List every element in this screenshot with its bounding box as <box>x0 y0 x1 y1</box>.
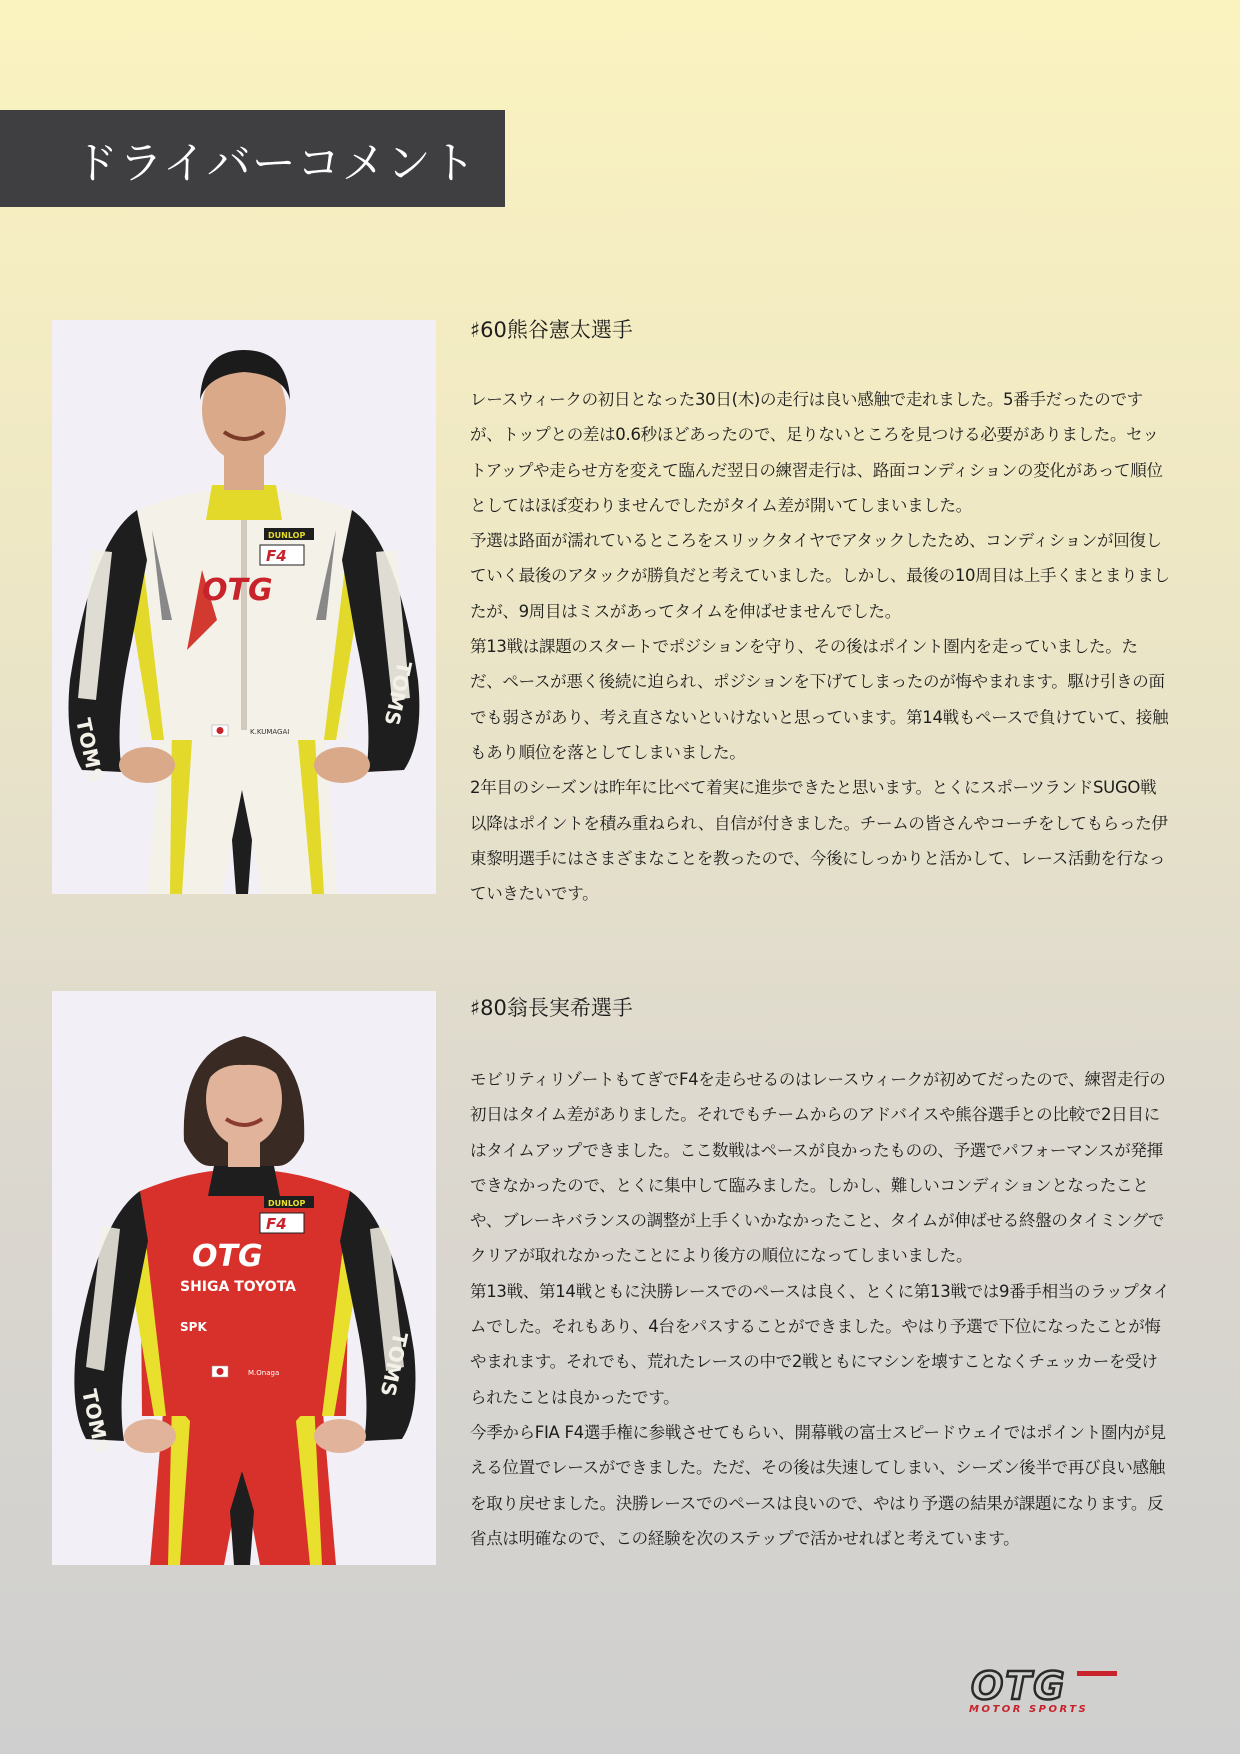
logo-main-text: OTG <box>971 1665 1067 1708</box>
driver-photo-kumagai <box>52 320 436 894</box>
logo-sub-text: MOTOR SPORTS <box>969 1704 1089 1715</box>
driver-photo-onaga <box>52 991 436 1565</box>
otg-logo <box>965 1665 1127 1715</box>
suit-sleeve-text-right: TOMS <box>379 658 417 728</box>
comment-paragraph: 今季からFIA F4選手権に参戦させてもらい、開幕戦の富士スピードウェイではポイント圏内が見える位置でレースができました。ただ、その後は失速してしまい、シーズン後半で再び良い感触を取り戻せました。決勝レースでのペースは良いので、やはり予選の結果が課題になります。反省点は明確なので、この経験を次のステップで活かせればと考えています。 <box>470 1422 1166 1548</box>
comment-paragraph: 第13戦、第14戦ともに決勝レースでのペースは良く、とくに第13戦では9番手相当のラップタイムでした。それもあり、4台をパスすることができました。やはり予選で下位になったことが悔やまれます。それでも、荒れたレースの中で2戦ともにマシンを壊すことなくチェッカーを受けられたことは良かったです。 <box>470 1281 1170 1407</box>
suit-logo-text: OTG <box>192 1239 263 1274</box>
comment-kumagai <box>470 382 1170 911</box>
suit-logo-text: OTG <box>202 573 273 608</box>
suit-sleeve-text-right: TOMS <box>375 1329 413 1399</box>
comment-paragraph: 予選は路面が濡れているところをスリックタイヤでアタックしたため、コンディションが回復していく最後のアタックが勝負だと考えていました。しかし、最後の10周目は上手くまとまりましたが、9周目はミスがあってタイムを伸ばせませんでした。 <box>470 531 1170 621</box>
comment-paragraph: 第13戦は課題のスタートでポジションを守り、その後はポイント圏内を走っていました。ただ、ペースが悪く後続に迫られ、ポジションを下げてしまったのが悔やまれます。駆け引きの面でも弱さがあり、考え直さないといけないと思っています。第14戦もペースで負けていて、接触もあり順位を落としてしまいました。 <box>470 637 1169 762</box>
suit-sponsor-text: DUNLOP <box>268 531 306 540</box>
suit-badge-text: F4 <box>266 547 287 565</box>
suit-chest-text: SHIGA TOYOTA <box>180 1279 296 1295</box>
suit-badge-text: F4 <box>266 1215 287 1233</box>
driver-name-onaga: ♯80翁長実希選手 <box>470 996 633 1020</box>
driver-name-kumagai: ♯60熊谷憲太選手 <box>470 318 633 342</box>
driver-portrait-kumagai <box>52 320 436 894</box>
comment-paragraph: レースウィークの初日となった30日(木)の走行は良い感触で走れました。5番手だったのですが、トップとの差は0.6秒ほどあったので、足りないところを見つける必要がありました。セットアップや走らせ方を変えて臨んだ翌日の練習走行は、路面コンディションの変化があって順位としてはほぼ変わりませんでしたがタイム差が開いてしまいました。 <box>470 390 1163 515</box>
page-title: ドライバーコメント <box>74 137 477 189</box>
comment-paragraph: モビリティリゾートもてぎでF4を走らせるのはレースウィークが初めてだったので、練習走行の初日はタイム差がありました。それでもチームからのアドバイスや熊谷選手との比較で2日目にはタイムアップできました。ここ数戦はペースが良かったものの、予選でパフォーマンスが発揮できなかったので、とくに集中して臨みました。しかし、難しいコンディションとなったことや、ブレーキバランスの調整が上手くいかなかったこと、タイムが伸ばせる終盤のタイミングでクリアが取れなかったことにより後方の順位になってしまいました。 <box>470 1070 1166 1266</box>
suit-sponsor-text: DUNLOP <box>268 1199 306 1208</box>
driver-portrait-onaga <box>52 991 436 1565</box>
suit-sleeve-text-left: TOMS <box>77 1387 115 1456</box>
comment-onaga <box>470 1062 1170 1556</box>
title-banner <box>0 110 505 207</box>
suit-patch-text: SPK <box>180 1320 207 1334</box>
suit-nametag: M.Onaga <box>248 1369 280 1377</box>
suit-sleeve-text-left: TOMS <box>71 716 109 785</box>
suit-nametag: K.KUMAGAI <box>250 728 290 736</box>
comment-paragraph: 2年目のシーズンは昨年に比べて着実に進歩できたと思います。とくにスポーツランドSUGO戦以降はポイントを積み重ねられ、自信が付きました。チームの皆さんやコーチをしてもらった伊東黎明選手にはさまざまなことを教ったので、今後にしっかりと活かして、レース活動を行なっていきたいです。 <box>470 778 1168 904</box>
